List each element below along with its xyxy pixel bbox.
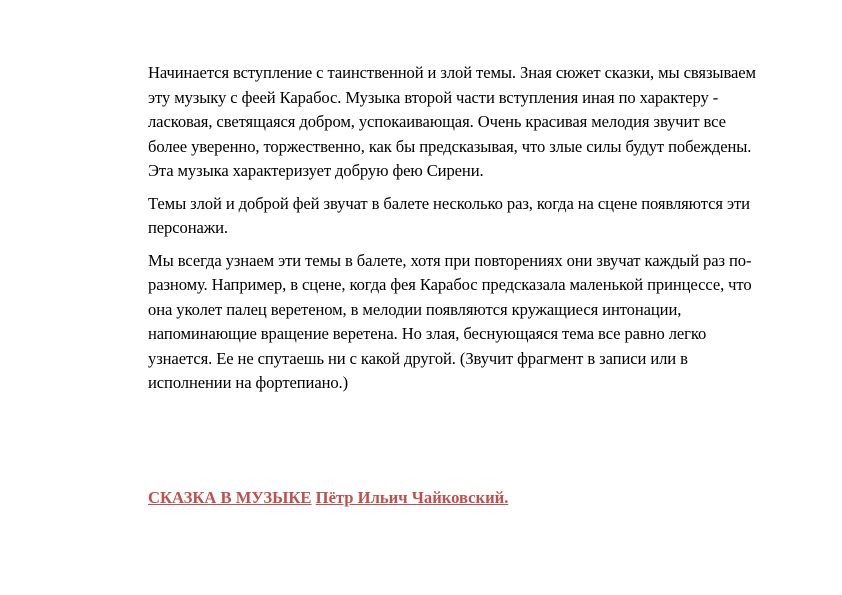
link-tchaikovsky[interactable]: Пётр Ильич Чайковский. (315, 488, 509, 507)
footer-links (148, 486, 508, 510)
paragraph-themes: Темы злой и доброй фей звучат в балете несколько раз, когда на сцене появляются эти персонажи. (148, 193, 750, 237)
paragraph-intro: Начинается вступление с таинственной и злой темы. Зная сюжет сказки, мы связываем эту музыку с феей Карабос. Музыка второй части вступления иная по характеру - ласковая, светящаяся добром, успокаивающая. Очень красивая мелодия звучит все более уверенно, торжественно, как бы предсказывая, что злые силы будут побеждены. Эта музыка характеризует добрую фею Сирени. (148, 63, 756, 180)
paragraph-recognition: Мы всегда узнаем эти темы в балете, хотя при повторениях они звучат каждый раз по-разному. Например, в сцене, когда фея Карабос предсказала маленькой принцессе, что она уколет палец веретеном, в мелодии появляются кружащиеся интонации, напоминающие вращение веретена. Но злая, беснующаяся тема все равно легко узнается. Ее не спутаешь ни с какой другой. (Звучит фрагмент в записи или в исполнении на фортепиано.) (148, 250, 752, 392)
link-fairytale-in-music[interactable]: СКАЗКА В МУЗЫКЕ (148, 488, 312, 507)
body-text (148, 61, 768, 404)
